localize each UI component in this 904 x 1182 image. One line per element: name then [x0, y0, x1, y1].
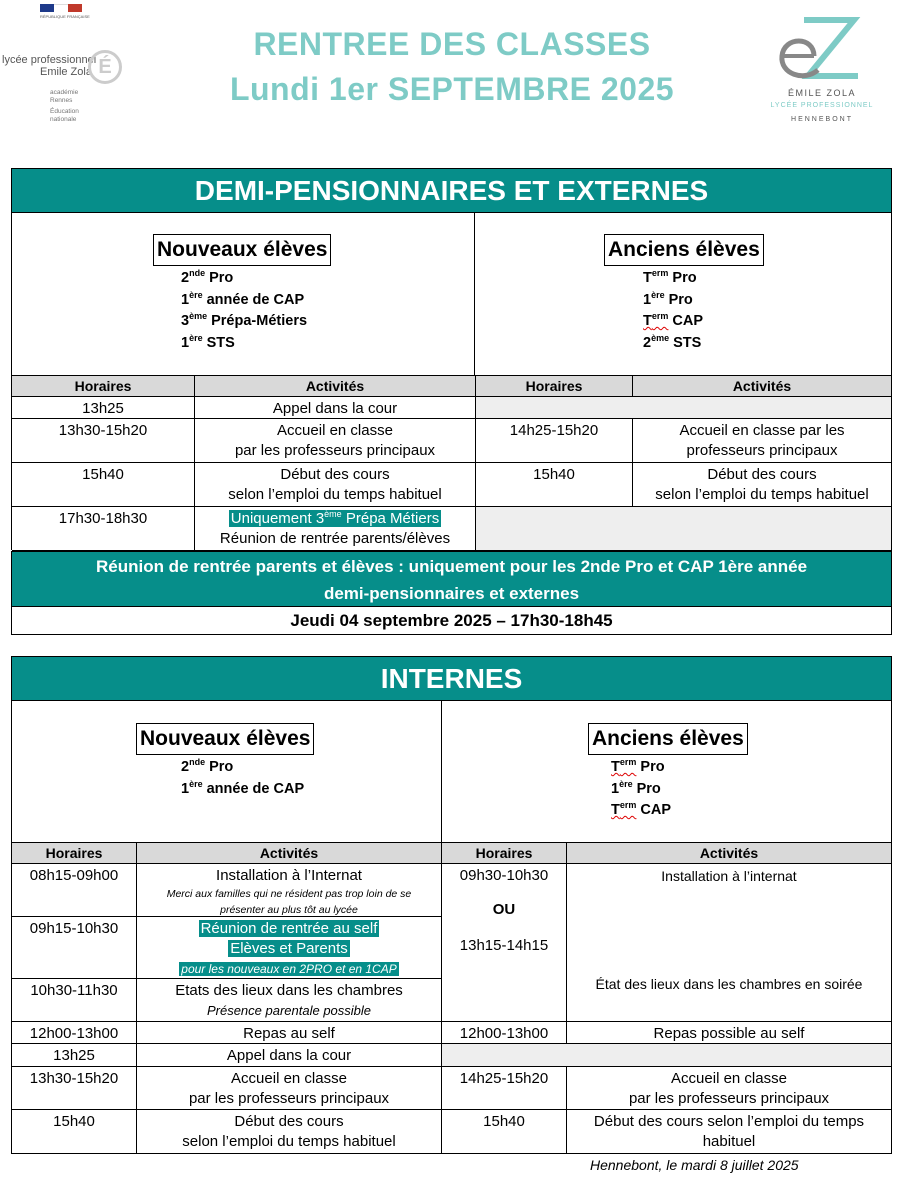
footer-signature: Hennebont, le mardi 8 juillet 2025 [590, 1157, 799, 1173]
time-cell: 13h30-15h20 [12, 1067, 137, 1110]
s1-new-title: Nouveaux élèves [153, 234, 331, 266]
time-cell: 08h15-09h00 [12, 864, 137, 917]
activity-cell-merged: Installation à l’internat État des lieux dans les chambres en soirée [567, 864, 892, 1022]
activity-cell: Etats des lieux dans les chambres Présence parentale possible [137, 979, 442, 1022]
meeting-date: Jeudi 04 septembre 2025 – 17h30-18h45 [11, 606, 892, 635]
logo-name: ÉMILE ZOLA [787, 88, 856, 98]
s1-old-title: Anciens élèves [604, 234, 764, 266]
empty-cell [442, 1044, 892, 1067]
s2-old-title: Anciens élèves [588, 723, 748, 755]
empty-cell [476, 507, 892, 551]
page-title-line1: RENTREE DES CLASSES [253, 26, 651, 62]
academy-line2: Rennes [50, 97, 73, 104]
activity-cell: Appel dans la cour [137, 1044, 442, 1067]
right-logo [770, 12, 874, 132]
time-cell: 15h40 [12, 463, 195, 507]
s2-col-horaires-left: Horaires [12, 842, 137, 864]
level-item: 1ère année de CAP [181, 778, 305, 797]
activity-cell: Accueil en classe par les professeurs principaux [137, 1067, 442, 1110]
time-cell: 10h30-11h30 [12, 979, 137, 1022]
activity-cell: Uniquement 3ème Prépa Métiers Réunion de rentrée parents/élèves [195, 507, 476, 551]
empty-cell [476, 397, 892, 419]
s2-col-activites-left: Activités [137, 842, 442, 864]
meeting-line2: demi-pensionnaires et externes [323, 584, 580, 603]
level-item: $T^{erm}$ CAP [643, 311, 704, 329]
time-cell: 13h25 [12, 1044, 137, 1067]
section1-title: DEMI-PENSIONNAIRES ET EXTERNES [11, 168, 892, 213]
logo-city: HENNEBONT [791, 116, 853, 123]
time-cell: 17h30-18h30 [12, 507, 195, 551]
left-logo [0, 0, 130, 130]
activity-cell: Accueil en classe par les professeurs principaux [195, 419, 476, 463]
time-cell-merged: 09h30-10h30 OU 13h15-14h15 [442, 864, 567, 1022]
level-item: $T^{erm}$ Pro [643, 268, 697, 286]
activity-cell: Début des cours selon l’emploi du temps habituel [137, 1110, 442, 1154]
activity-cell: Début des cours selon l’emploi du temps habituel [567, 1110, 892, 1154]
activity-cell: Début des cours selon l’emploi du temps habituel [633, 463, 892, 507]
meeting-banner [11, 551, 892, 607]
section2-title: INTERNES [11, 656, 892, 701]
s2-new-levels [181, 757, 304, 800]
time-cell: 14h25-15h20 [442, 1067, 567, 1110]
s1-new-levels [181, 268, 307, 354]
level-item: 3ème Prépa-Métiers [181, 311, 308, 329]
s1-col-horaires-left: Horaires [12, 375, 195, 397]
activity-cell: Repas possible au self [567, 1022, 892, 1044]
level-item: 2ème STS [643, 332, 702, 351]
time-cell: 15h40 [12, 1110, 137, 1154]
ez-monogram-icon [774, 12, 870, 84]
level-item: 2nde Pro [181, 757, 234, 775]
school-name-line2: Emile Zola [40, 66, 92, 78]
s2-new-title: Nouveaux élèves [136, 723, 314, 755]
time-cell: 12h00-13h00 [12, 1022, 137, 1044]
activity-cell: Accueil en classe par les professeurs principaux [633, 419, 892, 463]
s1-schedule-table [11, 375, 892, 550]
s2-old-levels [611, 757, 671, 822]
level-item: $T^{erm}$ CAP [611, 800, 672, 818]
logo-type: LYCÉE PROFESSIONNEL [770, 102, 874, 109]
time-cell: 15h40 [442, 1110, 567, 1154]
ministry-line2: nationale [50, 116, 77, 123]
activity-cell: Appel dans la cour [195, 397, 476, 419]
section2-levels-box [11, 700, 892, 843]
activity-cell: Réunion de rentrée au self Elèves et Parents pour les nouveaux en 2PRO et en 1CAP [137, 917, 442, 979]
marianne-logo [40, 4, 90, 19]
meeting-line1: Réunion de rentrée parents et élèves : uniquement pour les 2nde Pro et CAP 1ère année [95, 557, 808, 576]
time-cell: 13h30-15h20 [12, 419, 195, 463]
ministry-line1: Éducation [50, 108, 79, 115]
s1-old-levels [643, 268, 703, 354]
activity-cell: Repas au self [137, 1022, 442, 1044]
level-item: 1ère année de CAP [181, 289, 305, 308]
activity-cell: Accueil en classe par les professeurs principaux [567, 1067, 892, 1110]
e-logo-icon: É [88, 50, 122, 84]
s1-col-horaires-right: Horaires [476, 375, 633, 397]
republic-text: RÉPUBLIQUE FRANÇAISE [40, 14, 90, 19]
time-cell: 15h40 [476, 463, 633, 507]
academy-line1: académie [50, 89, 79, 96]
activity-cell: Début des cours selon l’emploi du temps habituel [195, 463, 476, 507]
s2-schedule-table [11, 842, 892, 1154]
time-cell: 14h25-15h20 [476, 419, 633, 463]
s1-col-activites-right: Activités [633, 375, 892, 397]
activity-cell: Installation à l’Internat Merci aux familles qui ne résident pas trop loin de se présenter au plus tôt au lycée [137, 864, 442, 917]
school-name-line1: lycée professionnel [2, 54, 97, 66]
time-cell: 09h15-10h30 [12, 917, 137, 979]
s2-col-activites-right: Activités [567, 842, 892, 864]
level-item: 1ère STS [181, 332, 235, 351]
time-cell: 12h00-13h00 [442, 1022, 567, 1044]
time-cell: 13h25 [12, 397, 195, 419]
level-item: 1ère Pro [643, 289, 693, 308]
s1-col-activites-left: Activités [195, 375, 476, 397]
level-item: $T^{erm}$ Pro [611, 757, 665, 775]
page-title-line2: Lundi 1er SEPTEMBRE 2025 [229, 71, 675, 107]
s2-col-horaires-right: Horaires [442, 842, 567, 864]
level-item: 1ère Pro [611, 778, 661, 797]
level-item: 2nde Pro [181, 268, 234, 286]
